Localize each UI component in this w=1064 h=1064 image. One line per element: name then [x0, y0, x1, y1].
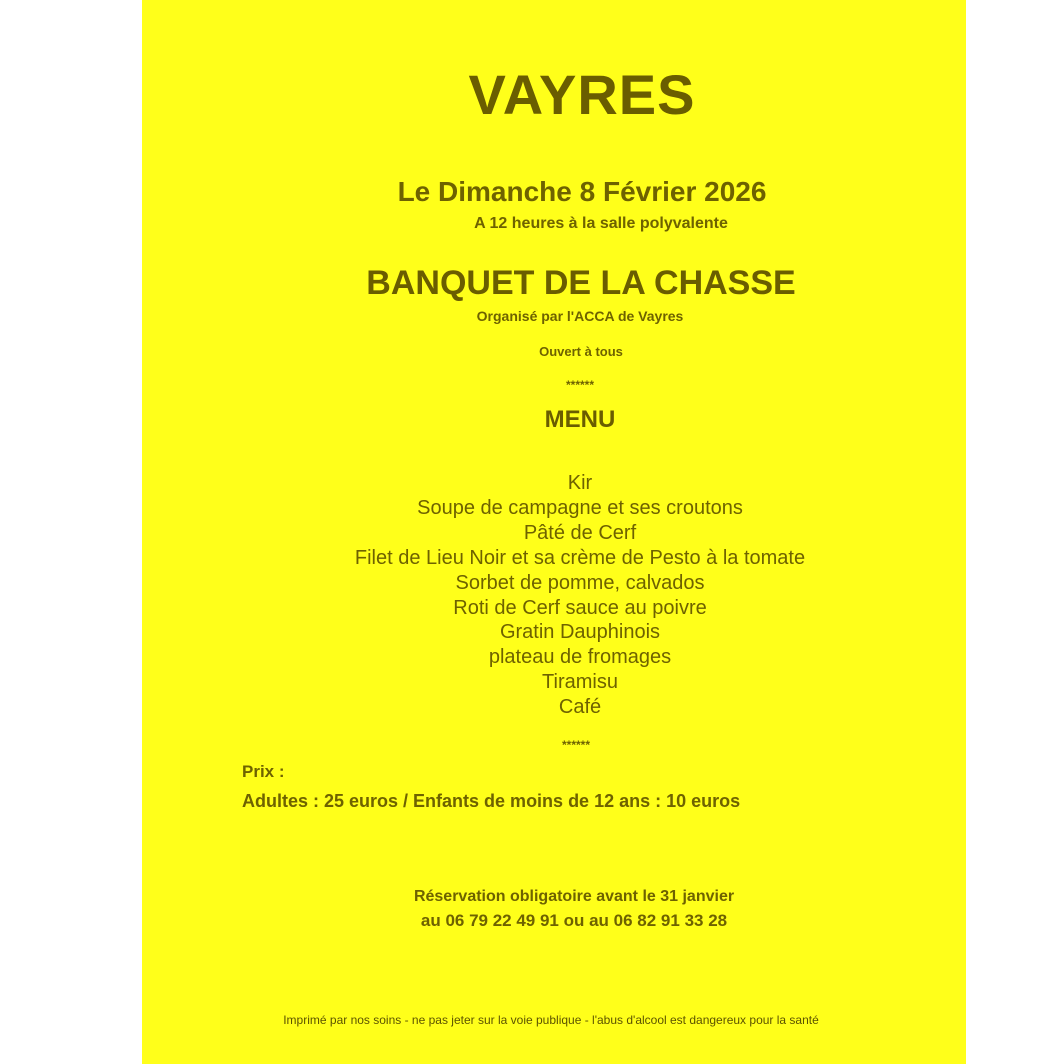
menu-list	[142, 471, 1018, 720]
menu-item: Roti de Cerf sauce au poivre	[453, 596, 707, 619]
footer-notice: Imprimé par nos soins - ne pas jeter sur la voie publique - l'abus d'alcool est dangereux pour la santé	[283, 1013, 819, 1027]
menu-title: MENU	[544, 406, 616, 433]
event-date: Le Dimanche 8 Février 2026	[397, 176, 767, 207]
menu-item: Café	[558, 696, 602, 719]
event-name: BANQUET DE LA CHASSE	[366, 264, 796, 302]
flyer-page	[142, 0, 966, 1064]
event-time-place: A 12 heures à la salle polyvalente	[474, 215, 728, 232]
reservation-phones: au 06 79 22 49 91 ou au 06 82 91 33 28	[420, 911, 728, 930]
menu-item: Kir	[567, 472, 593, 494]
flyer-title: VAYRES	[468, 63, 696, 126]
separator-bottom: ******	[561, 738, 591, 752]
menu-item: Filet de Lieu Noir et sa crème de Pesto à la tomate	[354, 546, 806, 569]
price-detail: Adultes : 25 euros / Enfants de moins de 12 ans : 10 euros	[242, 791, 741, 811]
menu-item: Sorbet de pomme, calvados	[455, 571, 705, 594]
menu-item: Tiramisu	[542, 671, 618, 694]
menu-item: plateau de fromages	[488, 646, 672, 669]
separator-top: ******	[565, 378, 595, 392]
event-open-to: Ouvert à tous	[539, 344, 623, 359]
reservation-notice: Réservation obligatoire avant le 31 janvier	[413, 888, 735, 905]
menu-item: Gratin Dauphinois	[499, 621, 661, 644]
menu-item: Soupe de campagne et ses croutons	[417, 496, 743, 519]
event-organizer: Organisé par l'ACCA de Vayres	[476, 308, 684, 324]
price-label: Prix :	[242, 762, 285, 781]
menu-item: Pâté de Cerf	[523, 521, 637, 544]
